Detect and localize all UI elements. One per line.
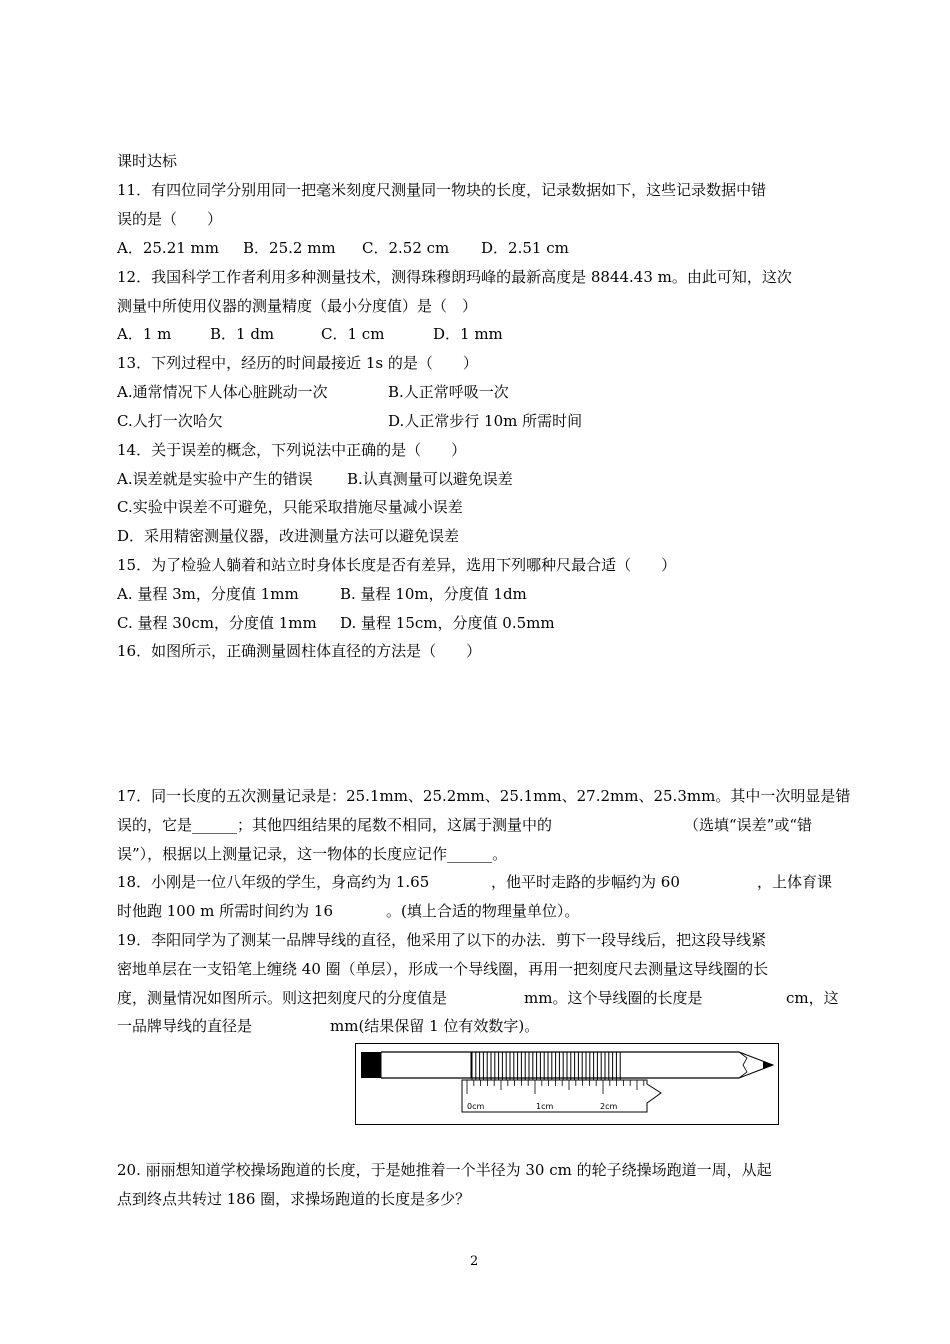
q12-option-b: B．1 dm [210,325,275,343]
q15-option-a: A. 量程 3m，分度值 1mm [117,585,299,603]
ruler [462,1080,661,1112]
q18-line-1c: ，上体育课 [757,873,833,891]
q19-line-4a: 一品牌导线的直径是 [117,1017,253,1035]
q14-stem: 14．关于误差的概念，下列说法中正确的是（ ） [117,441,467,459]
q12-option-d: D．1 mm [433,325,503,343]
pencil-ruler-figure [355,1043,779,1125]
section-title: 课时达标 [117,152,178,170]
q19-line-1: 19．李阳同学为了测某一品牌导线的直径，他采用了以下的办法．剪下一段导线后，把这段导线紧 [117,931,767,949]
q15-option-b: B. 量程 10m，分度值 1dm [340,585,527,603]
ruler-label-1cm: 1cm [536,1102,554,1111]
q19-line-3c: cm，这 [786,989,839,1007]
q18-line-1b: ，他平时走路的步幅约为 60 [491,873,680,891]
q19-line-2: 密地单层在一支铅笔上缠绕 40 圈（单层），形成一个导线圈，再用一把刻度尺去测量这导线圈的长 [117,960,769,978]
ruler-label-2cm: 2cm [600,1102,618,1111]
q14-option-a: A.误差就是实验中产生的错误 [117,470,313,488]
q19-line-3a: 度，测量情况如图所示。则这把刻度尺的分度值是 [117,989,448,1007]
q14-option-d: D．采用精密测量仪器，改进测量方法可以避免误差 [117,527,460,545]
q13-option-a: A.通常情况下人体心脏跳动一次 [117,383,328,401]
q13-option-b: B.人正常呼吸一次 [388,383,509,401]
q18-line-2a: 时他跑 100 m 所需时间约为 16 [117,902,334,920]
q13-stem: 13．下列过程中，经历的时间最接近 1s 的是（ ） [117,354,478,372]
q15-stem: 15．为了检验人躺着和站立时身体长度是否有差异，选用下列哪种尺最合适（ ） [117,556,677,574]
q20-line-1: 20. 丽丽想知道学校操场跑道的长度，于是她推着一个半径为 30 cm 的轮子绕操场跑道一周，从起 [117,1161,772,1179]
q16-stem: 16．如图所示，正确测量圆柱体直径的方法是（ ） [117,642,482,660]
q17-line-2a: 误的，它是______；其他四组结果的尾数不相同，这属于测量中的 [117,816,553,834]
q13-option-d: D.人正常步行 10m 所需时间 [388,412,583,430]
pencil-eraser [361,1052,381,1078]
q17-line-3: 误”），根据以上测量记录，这一物体的长度应记作______。 [117,845,508,863]
q11-option-b: B．25.2 mm [243,239,336,257]
q17-line-1: 17．同一长度的五次测量记录是：25.1mm、25.2mm、25.1mm、27.2mm、25.3mm。其中一次明显是错 [117,787,851,805]
ruler-label-0cm: 0cm [467,1102,485,1111]
q18-line-2b: 。(填上合适的物理量单位）。 [386,902,580,920]
q17-line-2b: （选填“误差”或“错 [684,816,813,834]
q19-line-4b: mm(结果保留 1 位有效数字)。 [330,1017,540,1035]
q14-option-b: B.认真测量可以避免误差 [347,470,513,488]
page-number: 2 [470,1254,479,1269]
q14-option-c: C.实验中误差不可避免，只能采取措施尽量减小误差 [117,498,463,516]
q11-stem-1: 11．有四位同学分别用同一把毫米刻度尺测量同一物块的长度，记录数据如下，这些记录数据中错 [117,181,767,199]
q18-line-1a: 18．小刚是一位八年级的学生，身高约为 1.65 [117,873,430,891]
q11-option-a: A．25.21 mm [117,239,219,257]
q15-option-d: D. 量程 15cm，分度值 0.5mm [340,614,555,632]
q11-option-d: D．2.51 cm [481,239,569,257]
q12-stem-1: 12．我国科学工作者利用多种测量技术，测得珠穆朗玛峰的最新高度是 8844.43 m。由此可知，这次 [117,268,792,286]
q12-stem-2: 测量中所使用仪器的测量精度（最小分度值）是（ ） [117,297,478,315]
q20-line-2: 点到终点共转过 186 圈，求操场跑道的长度是多少？ [117,1190,471,1208]
q11-stem-2: 误的是（ ） [117,210,223,228]
q12-option-a: A．1 m [117,325,172,343]
q11-option-c: C．2.52 cm [362,239,450,257]
q13-option-c: C.人打一次哈欠 [117,412,223,430]
q19-line-3b: mm。这个导线圈的长度是 [524,989,703,1007]
q15-option-c: C. 量程 30cm，分度值 1mm [117,614,317,632]
q12-option-c: C．1 cm [321,325,385,343]
